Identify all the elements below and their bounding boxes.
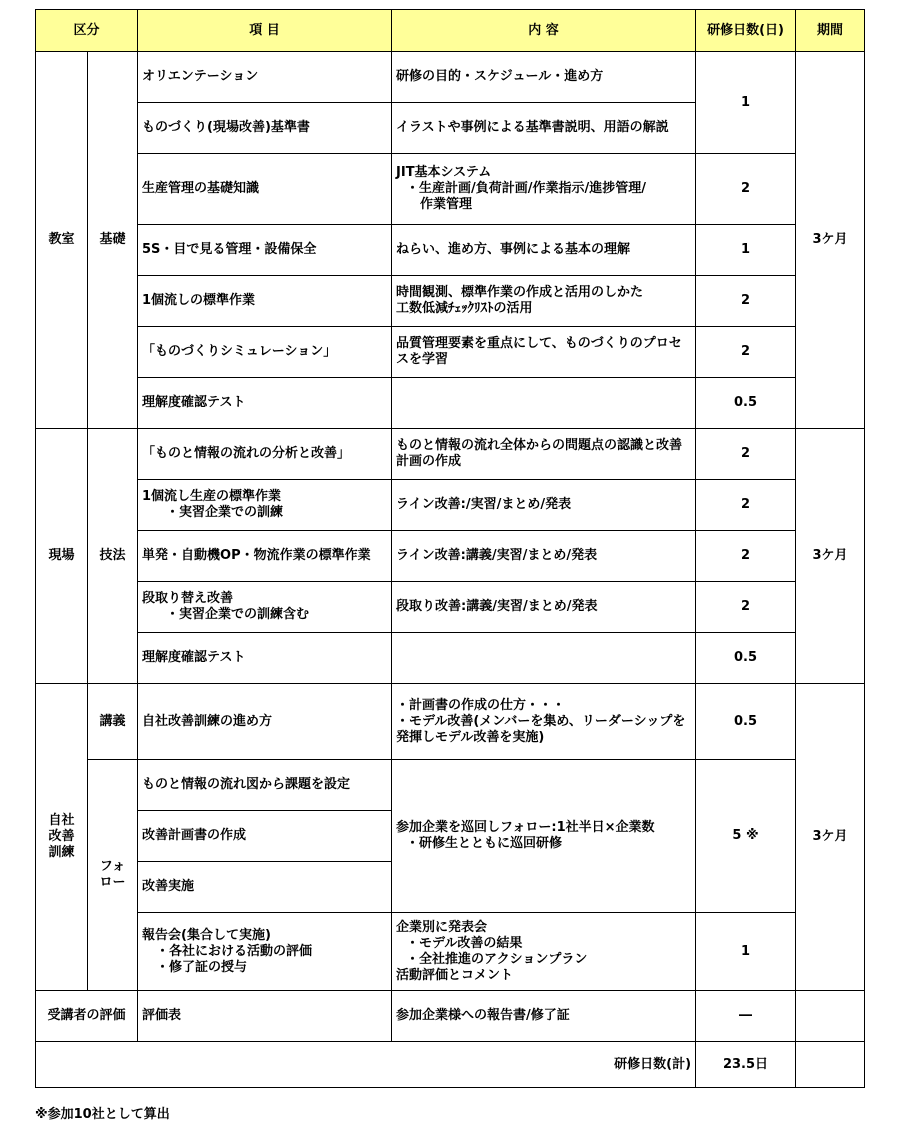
item-cell: 生産管理の基礎知識 <box>138 154 392 225</box>
item-cell: ものと情報の流れ図から課題を設定 <box>138 760 392 811</box>
table-row <box>36 225 865 276</box>
table-row <box>36 327 865 378</box>
content-line: JIT基本システム <box>396 165 492 180</box>
section-label-inhouse <box>36 684 88 991</box>
table-row <box>36 913 865 991</box>
header-naiyou: 内 容 <box>392 10 696 52</box>
period-cell <box>796 991 865 1042</box>
table-row <box>36 276 865 327</box>
content-line: 企業別に発表会 <box>396 919 488 935</box>
item-cell: 理解度確認テスト <box>138 378 392 429</box>
days-cell: 2 <box>696 480 796 531</box>
content-cell <box>392 760 696 913</box>
days-cell: 5 ※ <box>696 760 796 913</box>
item-cell <box>138 913 392 991</box>
days-cell: 2 <box>696 154 796 225</box>
content-line: 工数低減ﾁｪｯｸﾘｽﾄの活用 <box>396 301 533 316</box>
label-line: 自社 <box>48 813 75 828</box>
table-row <box>36 582 865 633</box>
days-cell: 0.5 <box>696 378 796 429</box>
content-cell: イラストや事例による基準書説明、用語の解説 <box>392 103 696 154</box>
period-cell: 3ケ月 <box>796 429 865 684</box>
content-cell: 研修の目的・スケジュール・進め方 <box>392 52 696 103</box>
item-cell: 「ものと情報の流れの分析と改善」 <box>138 429 392 480</box>
content-cell: ねらい、進め方、事例による基本の理解 <box>392 225 696 276</box>
item-cell <box>138 582 392 633</box>
period-cell: 3ケ月 <box>796 52 865 429</box>
label-line: 改善 <box>48 829 75 844</box>
training-schedule-table <box>35 9 865 1088</box>
content-line: ・計画書の作成の仕方・・・ <box>396 697 566 713</box>
header-days: 研修日数(日) <box>696 10 796 52</box>
days-cell: 1 <box>696 225 796 276</box>
days-cell: 2 <box>696 429 796 480</box>
content-cell <box>392 276 696 327</box>
days-cell: 1 <box>696 52 796 154</box>
item-line: 段取り替え改善 <box>142 591 234 606</box>
days-cell: 2 <box>696 276 796 327</box>
item-line: ・修了証の授与 <box>156 959 248 975</box>
section-sub-follow <box>88 760 138 991</box>
content-cell: 段取り改善:講義/実習/まとめ/発表 <box>392 582 696 633</box>
content-cell: ものと情報の流れ全体からの問題点の認識と改善計画の作成 <box>392 429 696 480</box>
days-cell: 0.5 <box>696 684 796 760</box>
days-cell: 0.5 <box>696 633 796 684</box>
days-cell: 2 <box>696 327 796 378</box>
total-row <box>36 1042 865 1088</box>
section-sub-classroom: 基礎 <box>88 52 138 429</box>
content-cell <box>392 633 696 684</box>
label-line: 訓練 <box>48 845 75 860</box>
days-cell: 2 <box>696 582 796 633</box>
item-line: ・実習企業での訓練含む <box>166 607 310 622</box>
table-row <box>36 760 865 811</box>
total-value: 23.5日 <box>696 1042 796 1088</box>
table-row <box>36 531 865 582</box>
table-row <box>36 154 865 225</box>
content-cell: 参加企業様への報告書/修了証 <box>392 991 696 1042</box>
content-cell: ライン改善:講義/実習/まとめ/発表 <box>392 531 696 582</box>
item-cell: 単発・自動機OP・物流作業の標準作業 <box>138 531 392 582</box>
days-cell: 1 <box>696 913 796 991</box>
content-cell <box>392 684 696 760</box>
content-line: 時間観測、標準作業の作成と活用のしかた <box>396 285 644 300</box>
footnote: ※参加10社として算出 <box>35 1107 170 1122</box>
item-line: ・実習企業での訓練 <box>166 505 284 520</box>
table-row <box>36 684 865 760</box>
item-cell: ものづくり(現場改善)基準書 <box>138 103 392 154</box>
header-koumoku: 項 目 <box>138 10 392 52</box>
content-line: ・研修生とともに巡回研修 <box>406 836 563 851</box>
header-period: 期間 <box>796 10 865 52</box>
table-row <box>36 991 865 1042</box>
content-line: ・生産計画/負荷計画/作業指示/進捗管理/ <box>406 181 647 196</box>
label-line: フォ <box>99 859 126 874</box>
content-cell: ライン改善:/実習/まとめ/発表 <box>392 480 696 531</box>
content-line: ・モデル改善の結果 <box>406 935 523 951</box>
item-cell: 理解度確認テスト <box>138 633 392 684</box>
item-line: 報告会(集合して実施) <box>142 927 271 943</box>
item-cell: 改善計画書の作成 <box>138 811 392 862</box>
content-line: ・モデル改善(メンバーを集め、リーダーシップを発揮しモデル改善を実施) <box>396 713 686 745</box>
days-cell: 2 <box>696 531 796 582</box>
item-cell: 5S・目で見る管理・設備保全 <box>138 225 392 276</box>
item-cell: 評価表 <box>138 991 392 1042</box>
content-cell <box>392 913 696 991</box>
content-cell: 品質管理要素を重点にして、ものづくりのプロセスを学習 <box>392 327 696 378</box>
total-label: 研修日数(計) <box>36 1042 696 1088</box>
section-sub-field: 技法 <box>88 429 138 684</box>
table-row <box>36 378 865 429</box>
header-kubun: 区分 <box>36 10 138 52</box>
item-line: ・各社における活動の評価 <box>156 943 313 959</box>
content-line: 作業管理 <box>420 197 473 212</box>
content-cell <box>392 378 696 429</box>
item-cell: オリエンテーション <box>138 52 392 103</box>
days-cell: ― <box>696 991 796 1042</box>
section-sub-lecture: 講義 <box>88 684 138 760</box>
content-cell <box>392 154 696 225</box>
content-line: 活動評価とコメント <box>396 967 514 983</box>
section-label-field: 現場 <box>36 429 88 684</box>
label-line: ロー <box>99 875 126 890</box>
header-row <box>36 10 865 52</box>
item-cell: 改善実施 <box>138 862 392 913</box>
content-line: ・全社推進のアクションプラン <box>406 951 588 967</box>
table-row <box>36 633 865 684</box>
section-label-classroom: 教室 <box>36 52 88 429</box>
table-row <box>36 429 865 480</box>
item-cell: 自社改善訓練の進め方 <box>138 684 392 760</box>
period-cell: 3ケ月 <box>796 684 865 991</box>
table-row <box>36 52 865 103</box>
item-line: 1個流し生産の標準作業 <box>142 489 282 504</box>
item-cell: 1個流しの標準作業 <box>138 276 392 327</box>
section-label-evaluation: 受講者の評価 <box>36 991 138 1042</box>
table-row <box>36 480 865 531</box>
content-line: 参加企業を巡回しフォロー:1社半日×企業数 <box>396 820 655 835</box>
period-cell <box>796 1042 865 1088</box>
item-cell <box>138 480 392 531</box>
item-cell: 「ものづくりシミュレーション」 <box>138 327 392 378</box>
